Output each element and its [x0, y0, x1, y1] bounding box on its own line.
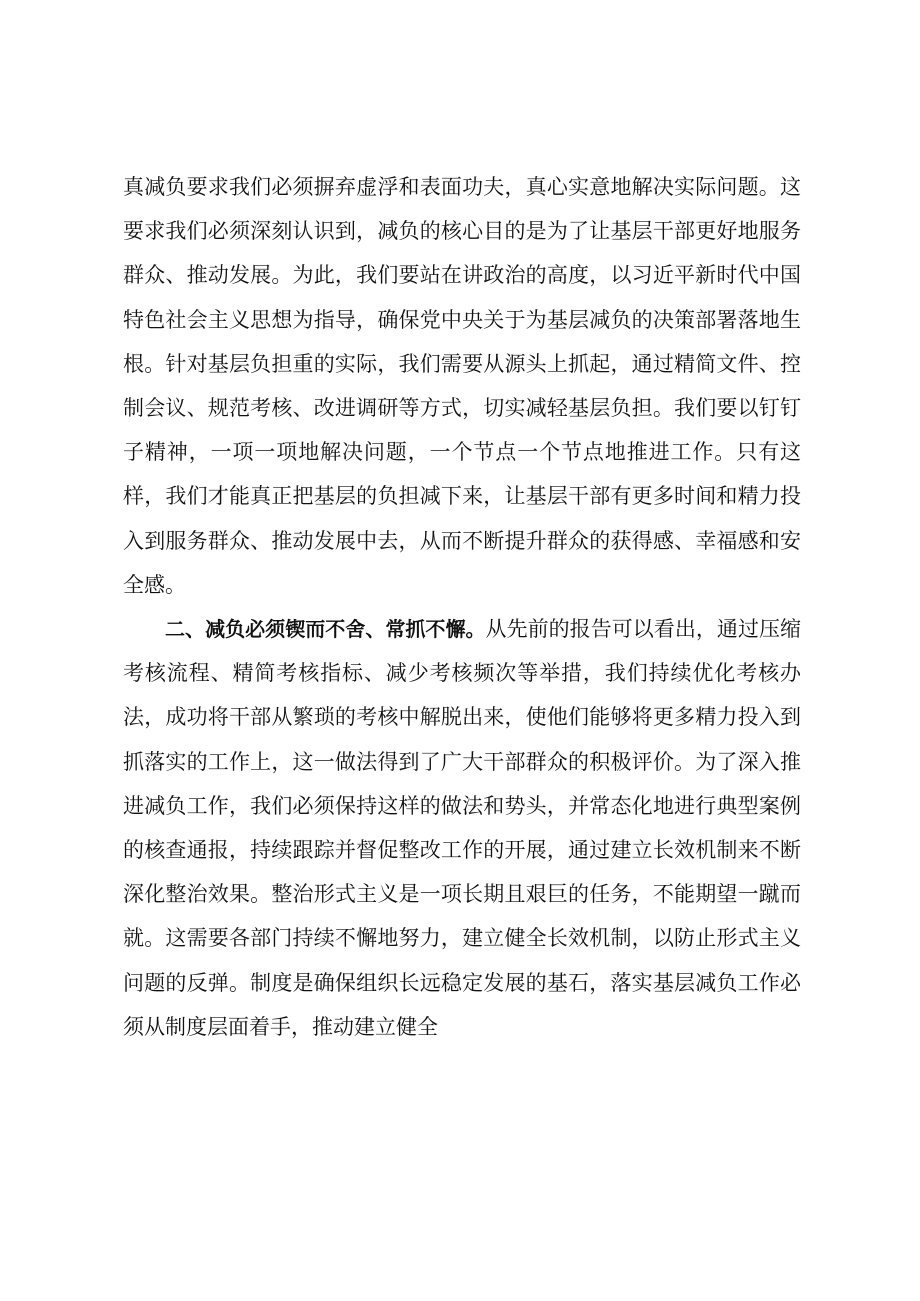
document-body: [123, 165, 801, 1049]
paragraph-1: [123, 165, 801, 607]
paragraph-1-text: 真减负要求我们必须摒弃虚浮和表面功夫，真心实意地解决实际问题。这要求我们必须深刻认识到，减负的核心目的是为了让基层干部更好地服务群众、推动发展。为此，我们要站在讲政治的高度，以习近平新时代中国特色社会主义思想为指导，确保党中央关于为基层减负的决策部署落地生根。针对基层负担重的实际，我们需要从源头上抓起，通过精简文件、控制会议、规范考核、改进调研等方式，切实减轻基层负担。我们要以钉钉子精神，一项一项地解决问题，一个节点一个节点地推进工作。只有这样，我们才能真正把基层的负担减下来，让基层干部有更多时间和精力投入到服务群众、推动发展中去，从而不断提升群众的获得感、幸福感和安全感。: [123, 175, 801, 597]
section-heading: 二、减负必须锲而不舍、常抓不懈。: [165, 617, 486, 642]
paragraph-2-text: 从先前的报告可以看出，通过压缩考核流程、精简考核指标、减少考核频次等举措，我们持续优化考核办法，成功将干部从繁琐的考核中解脱出来，使他们能够将更多精力投入到抓落实的工作上，这一做法得到了广大干部群众的积极评价。为了深入推进减负工作，我们必须保持这样的做法和势头，并常态化地进行典型案例的核查通报，持续跟踪并督促整改工作的开展，通过建立长效机制来不断深化整治效果。整治形式主义是一项长期且艰巨的任务，不能期望一蹴而就。这需要各部门持续不懈地努力，建立健全长效机制，以防止形式主义问题的反弹。制度是确保组织长远稳定发展的基石，落实基层减负工作必须从制度层面着手，推动建立健全: [123, 617, 802, 1039]
paragraph-2: [123, 607, 801, 1049]
